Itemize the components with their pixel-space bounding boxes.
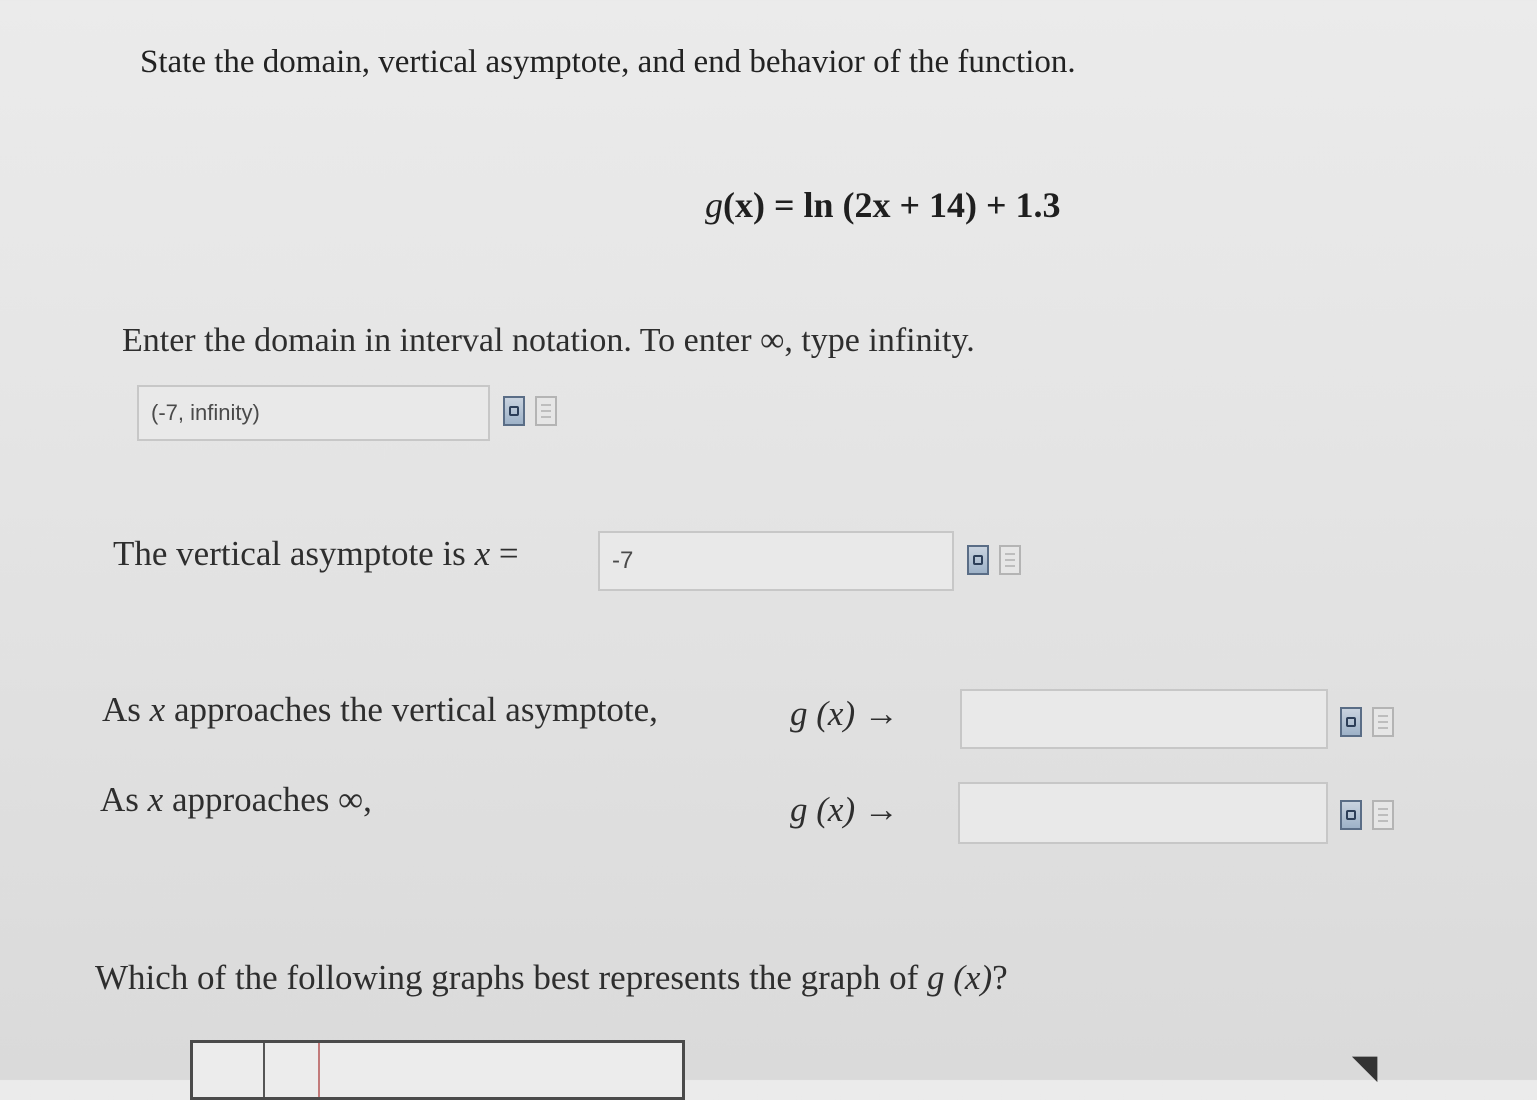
asymptote-answer-tools xyxy=(967,545,1021,575)
end-behavior-row1-tools xyxy=(1340,707,1394,737)
formula-function-name: g xyxy=(705,185,723,225)
domain-answer-tools xyxy=(503,396,557,426)
cursor-icon xyxy=(1352,1044,1390,1082)
preview-icon[interactable] xyxy=(967,545,989,575)
row1-prefix: As xyxy=(102,690,150,729)
graph-question-text: Which of the following graphs best represents the graph of xyxy=(95,958,927,997)
graph-question-end: ? xyxy=(992,958,1008,997)
preview-icon[interactable] xyxy=(1340,707,1362,737)
preview-icon[interactable] xyxy=(1340,800,1362,830)
graph-question-func: g (x) xyxy=(927,958,993,997)
end-behavior-row2-label xyxy=(100,780,372,820)
help-icon[interactable] xyxy=(1372,800,1394,830)
row1-suffix: approaches the vertical asymptote, xyxy=(165,690,658,729)
row1-var: x xyxy=(149,690,166,729)
graph-question xyxy=(95,958,1008,998)
asymptote-label-suffix: = xyxy=(490,534,519,573)
help-icon[interactable] xyxy=(1372,707,1394,737)
graph-option-divider xyxy=(263,1043,265,1097)
graph-option-red-line xyxy=(318,1043,320,1097)
end-behavior-row1-input[interactable] xyxy=(960,689,1328,749)
domain-answer-input[interactable]: (-7, infinity) xyxy=(137,385,490,441)
end-behavior-row2-input[interactable] xyxy=(958,782,1328,844)
preview-icon[interactable] xyxy=(503,396,525,426)
formula-rhs: = ln (2x + 14) + 1.3 xyxy=(764,185,1061,225)
help-icon[interactable] xyxy=(999,545,1021,575)
question-prompt: State the domain, vertical asymptote, and end behavior of the function. xyxy=(140,44,1076,80)
asymptote-label xyxy=(113,534,519,574)
asymptote-label-prefix: The vertical asymptote is xyxy=(113,534,475,573)
asymptote-label-var: x xyxy=(474,534,491,573)
formula-argument: (x) xyxy=(723,185,765,225)
asymptote-answer-input[interactable]: -7 xyxy=(598,531,954,591)
end-behavior-row1-label xyxy=(102,690,658,730)
function-formula xyxy=(705,184,1061,226)
end-behavior-row2-func: g (x) → xyxy=(790,790,899,829)
end-behavior-row2-tools xyxy=(1340,800,1394,830)
end-behavior-row1-func: g (x) → xyxy=(790,694,899,733)
help-icon[interactable] xyxy=(535,396,557,426)
domain-instruction: Enter the domain in interval notation. To enter ∞, type infinity. xyxy=(122,322,975,359)
row2-prefix: As xyxy=(100,780,148,819)
row2-var: x xyxy=(147,780,164,819)
row2-suffix: approaches ∞, xyxy=(163,780,372,819)
graph-option-frame[interactable] xyxy=(190,1040,685,1100)
